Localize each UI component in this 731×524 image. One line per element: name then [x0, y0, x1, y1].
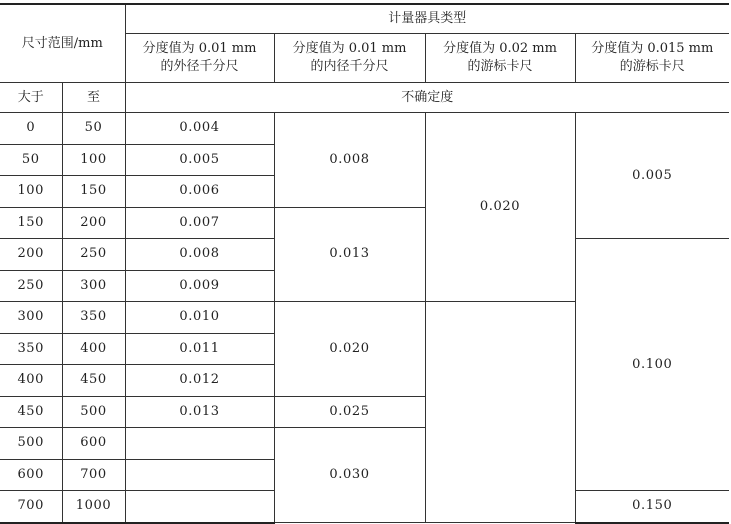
external-micrometer-header	[125, 34, 274, 83]
range-from-cell: 350	[0, 333, 62, 365]
range-from-cell: 0	[0, 113, 62, 145]
range-to-cell: 400	[62, 333, 125, 365]
range-to-cell: 50	[62, 113, 125, 145]
external-micrometer-cell: 0.006	[125, 176, 274, 208]
caliper-0015-group-cell: 0.005	[575, 113, 729, 239]
size-range-header: 尺寸范围/mm	[0, 4, 125, 83]
external-micrometer-cell: 0.009	[125, 270, 274, 302]
caliper-0015-header-line1: 分度值为 0.015 mm	[591, 41, 714, 57]
external-micrometer-cell: 0.013	[125, 396, 274, 428]
range-from-cell: 50	[0, 144, 62, 176]
range-to-cell: 100	[62, 144, 125, 176]
header-row-3	[0, 83, 729, 113]
range-from-cell: 250	[0, 270, 62, 302]
external-micrometer-cell: 0.005	[125, 144, 274, 176]
external-micrometer-cell	[125, 428, 274, 460]
caliper-0015-group-cell: 0.150	[575, 491, 729, 523]
internal-micrometer-group-cell: 0.025	[274, 396, 425, 428]
measuring-instrument-uncertainty-table	[0, 3, 729, 524]
range-to-cell: 1000	[62, 491, 125, 523]
external-micrometer-cell: 0.011	[125, 333, 274, 365]
range-from-cell: 450	[0, 396, 62, 428]
range-to-cell: 500	[62, 396, 125, 428]
range-from-cell: 150	[0, 207, 62, 239]
internal-micrometer-header-line2: 的内径千分尺	[310, 59, 389, 74]
caliper-002-header-line2: 的游标卡尺	[467, 59, 533, 74]
external-micrometer-cell	[125, 459, 274, 491]
external-micrometer-cell: 0.004	[125, 113, 274, 145]
range-to-cell: 200	[62, 207, 125, 239]
range-to-cell: 700	[62, 459, 125, 491]
caliper-002-header-line1: 分度值为 0.02 mm	[443, 41, 557, 57]
uncertainty-header: 不确定度	[125, 83, 729, 113]
range-to-cell: 300	[62, 270, 125, 302]
internal-micrometer-group-cell: 0.020	[274, 302, 425, 397]
table-row	[0, 113, 729, 145]
to-header: 至	[62, 83, 125, 113]
internal-micrometer-header-line1: 分度值为 0.01 mm	[292, 41, 407, 57]
greater-than-header: 大于	[0, 83, 62, 113]
caliper-0015-header-line2: 的游标卡尺	[619, 59, 685, 74]
caliper-002-header	[425, 34, 575, 83]
caliper-002-group-cell	[425, 302, 575, 523]
range-to-cell: 350	[62, 302, 125, 334]
range-from-cell: 300	[0, 302, 62, 334]
range-from-cell: 600	[0, 459, 62, 491]
caliper-002-group-cell: 0.020	[425, 113, 575, 302]
range-to-cell: 250	[62, 239, 125, 271]
range-to-cell: 150	[62, 176, 125, 208]
internal-micrometer-header	[274, 34, 425, 83]
range-from-cell: 400	[0, 365, 62, 397]
external-micrometer-cell	[125, 491, 274, 523]
external-micrometer-header-line1: 分度值为 0.01 mm	[142, 41, 257, 57]
caliper-0015-group-cell: 0.100	[575, 239, 729, 491]
range-from-cell: 100	[0, 176, 62, 208]
range-from-cell: 500	[0, 428, 62, 460]
external-micrometer-cell: 0.007	[125, 207, 274, 239]
caliper-0015-header	[575, 34, 729, 83]
external-micrometer-header-line2: 的外径千分尺	[160, 59, 239, 74]
instrument-type-header: 计量器具类型	[125, 4, 729, 34]
internal-micrometer-group-cell: 0.008	[274, 113, 425, 208]
range-from-cell: 200	[0, 239, 62, 271]
header-row-1	[0, 4, 729, 34]
range-to-cell: 600	[62, 428, 125, 460]
range-to-cell: 450	[62, 365, 125, 397]
external-micrometer-cell: 0.008	[125, 239, 274, 271]
external-micrometer-cell: 0.010	[125, 302, 274, 334]
internal-micrometer-group-cell: 0.013	[274, 207, 425, 302]
external-micrometer-cell: 0.012	[125, 365, 274, 397]
range-from-cell: 700	[0, 491, 62, 523]
internal-micrometer-group-cell: 0.030	[274, 428, 425, 523]
